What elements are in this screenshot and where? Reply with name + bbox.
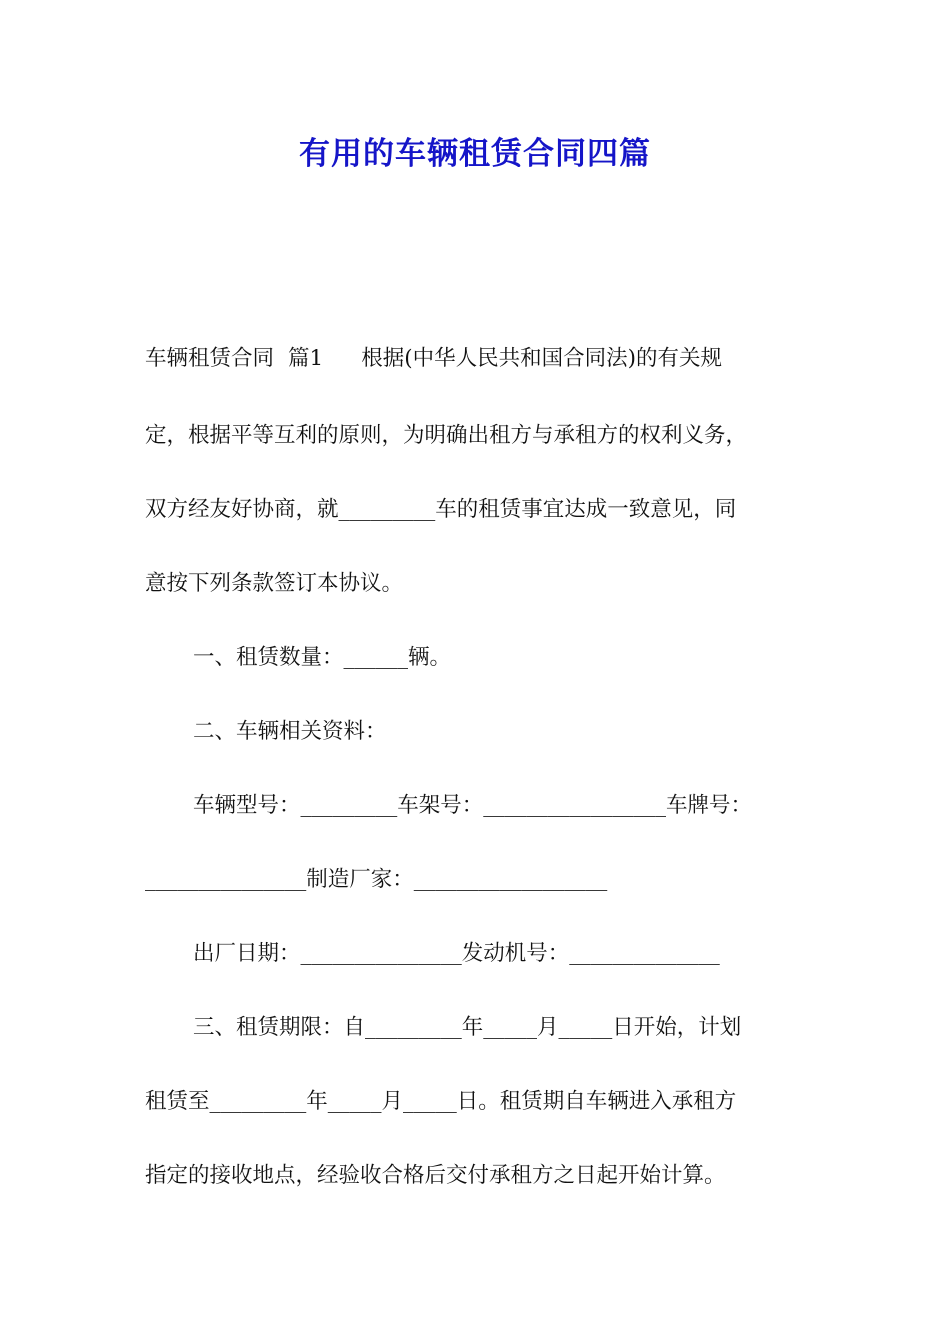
section-label: 篇1 — [288, 346, 324, 371]
intro-text: 根据(中华人民共和国合同法)的有关规 — [361, 346, 722, 371]
paragraph-line-4: 意按下列条款签订本协议。 — [145, 571, 404, 596]
clause-1-quantity: 一、租赁数量：______辆。 — [193, 645, 452, 670]
vehicle-info-line-1: 车辆型号：_________车架号：_________________车牌号： — [193, 793, 753, 818]
clause-2-heading: 二、车辆相关资料： — [193, 719, 387, 744]
clause-3-term-line-1: 三、租赁期限：自_________年_____月_____日开始，计划 — [193, 1015, 742, 1040]
clause-3-term-line-3: 指定的接收地点，经验收合格后交付承租方之日起开始计算。 — [145, 1163, 726, 1188]
vehicle-info-line-3: 出厂日期：_______________发动机号：______________ — [193, 941, 720, 966]
contract-name: 车辆租赁合同 — [145, 346, 275, 371]
vehicle-info-line-2: _______________制造厂家：__________________ — [145, 867, 608, 892]
document-title: 有用的车辆租赁合同四篇 — [299, 136, 651, 172]
paragraph-line-1 — [145, 343, 722, 375]
paragraph-line-3: 双方经友好协商，就_________车的租赁事宜达成一致意见，同 — [145, 497, 737, 522]
paragraph-line-2: 定，根据平等互利的原则，为明确出租方与承租方的权利义务， — [145, 423, 748, 448]
clause-3-term-line-2: 租赁至_________年_____月_____日。租赁期自车辆进入承租方 — [145, 1089, 737, 1114]
